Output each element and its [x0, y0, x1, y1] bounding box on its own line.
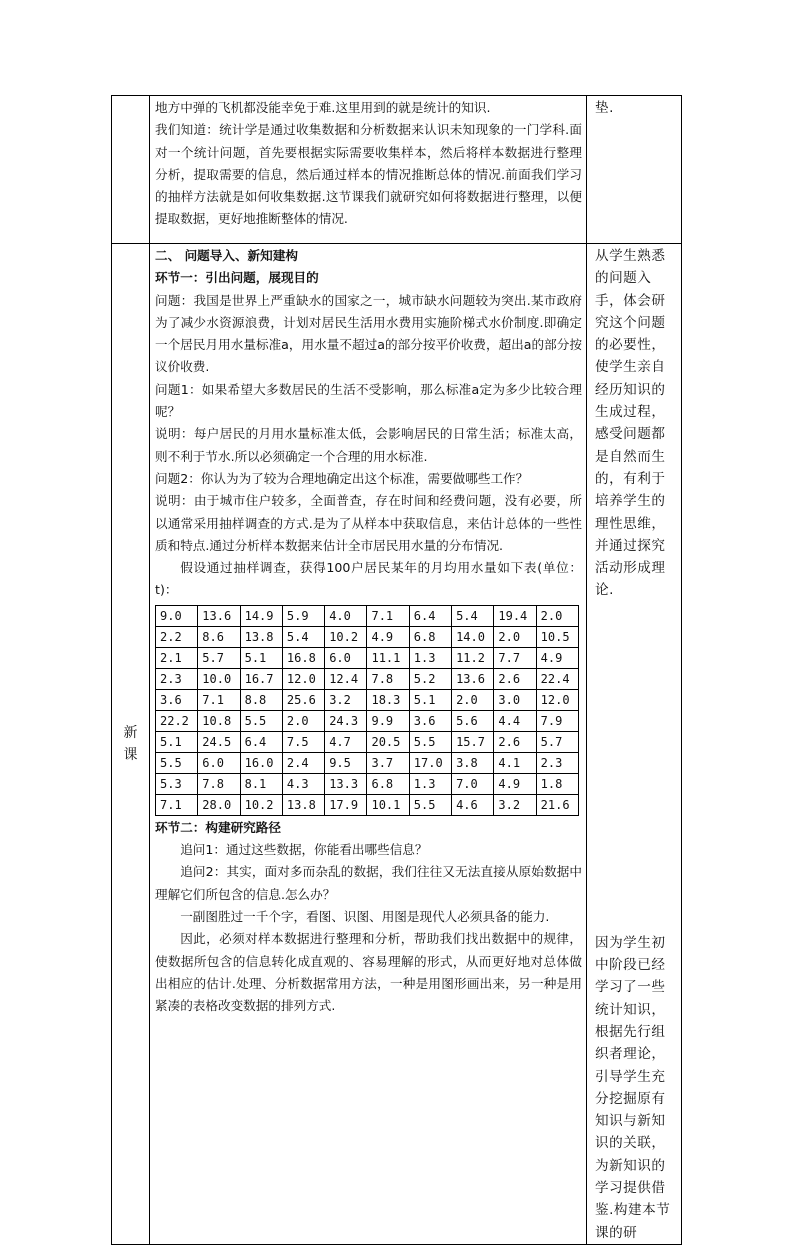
table-cell: 3.0 [494, 689, 536, 710]
table-cell: 4.4 [494, 710, 536, 731]
table-cell: 3.6 [156, 689, 198, 710]
table-cell: 4.9 [367, 626, 409, 647]
lesson-plan-table [111, 95, 682, 1245]
table-cell: 3.2 [325, 689, 367, 710]
step-title: 环节一：引出问题，展现目的 [155, 270, 319, 286]
table-cell: 17.0 [409, 752, 451, 773]
lesson-row-intro [112, 96, 682, 244]
table-cell: 9.5 [325, 752, 367, 773]
table-cell: 8.6 [198, 626, 240, 647]
table-cell: 5.5 [409, 731, 451, 752]
table-cell: 3.6 [409, 710, 451, 731]
table-cell: 13.6 [452, 668, 494, 689]
table-cell: 9.0 [156, 605, 198, 626]
table-row [156, 731, 579, 752]
table-cell: 2.3 [156, 668, 198, 689]
table-cell: 17.9 [325, 794, 367, 815]
table-cell: 5.1 [156, 731, 198, 752]
table-cell: 5.5 [240, 710, 282, 731]
table-cell: 12.4 [325, 668, 367, 689]
table-cell: 5.4 [452, 605, 494, 626]
table-cell: 4.9 [494, 773, 536, 794]
table-cell: 5.1 [240, 647, 282, 668]
table-cell: 13.8 [240, 626, 282, 647]
table-cell: 7.1 [198, 689, 240, 710]
table-cell: 24.5 [198, 731, 240, 752]
table-cell: 2.1 [156, 647, 198, 668]
table-cell: 1.8 [536, 773, 578, 794]
table-cell: 12.0 [282, 668, 324, 689]
table-cell: 10.2 [240, 794, 282, 815]
table-cell: 10.1 [367, 794, 409, 815]
table-cell: 11.1 [367, 647, 409, 668]
table-cell: 5.4 [282, 626, 324, 647]
table-cell: 24.3 [325, 710, 367, 731]
design-note: 垫. [595, 100, 614, 116]
section-label-new-lesson [112, 244, 150, 1245]
table-cell: 25.6 [282, 689, 324, 710]
table-cell: 5.5 [156, 752, 198, 773]
table-row [156, 689, 579, 710]
table-cell: 5.7 [198, 647, 240, 668]
table-cell: 14.9 [240, 605, 282, 626]
water-usage-table [155, 605, 579, 816]
table-cell: 7.8 [198, 773, 240, 794]
table-cell: 2.2 [156, 626, 198, 647]
table-cell: 10.0 [198, 668, 240, 689]
table-cell: 18.3 [367, 689, 409, 710]
table-cell: 5.6 [452, 710, 494, 731]
table-cell: 5.2 [409, 668, 451, 689]
table-cell: 2.3 [536, 752, 578, 773]
table-cell: 6.0 [198, 752, 240, 773]
table-cell: 5.7 [536, 731, 578, 752]
table-cell: 28.0 [198, 794, 240, 815]
table-cell: 10.8 [198, 710, 240, 731]
intro-paragraph: 地方中弹的飞机都没能幸免于难.这里用到的就是统计的知识. [155, 100, 491, 115]
table-cell: 2.0 [494, 626, 536, 647]
section-label-char: 课 [123, 746, 138, 763]
table-row [156, 647, 579, 668]
table-cell: 2.0 [536, 605, 578, 626]
table-cell: 19.4 [494, 605, 536, 626]
table-cell: 4.1 [494, 752, 536, 773]
new-lesson-design-note-cell [587, 244, 682, 1245]
table-cell: 6.4 [240, 731, 282, 752]
intro-paragraph: 我们知道：统计学是通过收集数据和分析数据来认识未知现象的一门学科.面对一个统计问题，首先要根据实际需要收集样本，然后将样本数据进行整理分析，提取需要的信息，然后通过样本的情况推断总体的情况.前面我们学习的抽样方法就是如何收集数据.这节课我们就研究如何将数据进行整理，以便提取数据，更好地推断整体的情况. [155, 122, 582, 227]
table-cell: 7.7 [494, 647, 536, 668]
table-row [156, 752, 579, 773]
table-row [156, 773, 579, 794]
step-title: 环节二：构建研究路径 [155, 819, 281, 835]
new-lesson-content-cell [150, 244, 587, 1245]
table-cell: 21.6 [536, 794, 578, 815]
table-cell: 6.4 [409, 605, 451, 626]
table-cell: 12.0 [536, 689, 578, 710]
table-cell: 8.1 [240, 773, 282, 794]
problem-paragraph: 问题：我国是世界上严重缺水的国家之一，城市缺水问题较为突出.某市政府为了减少水资源浪费，计划对居民生活用水费用实施阶梯式水价制度.即确定一个居民月用水量标准a，用水量不超过a的部分按平价收费，超出a的部分按议价收费. [155, 292, 582, 375]
table-row [156, 605, 579, 626]
table-cell: 7.1 [367, 605, 409, 626]
explanation-paragraph: 说明：由于城市住户较多，全面普查，存在时间和经费问题，没有必要，所以通常采用抽样调查的方式.是为了从样本中获取信息，来估计总体的一些性质和特点.通过分析样本数据来估计全市居民用水量的分布情况. [155, 493, 582, 553]
row-label-empty [112, 96, 150, 244]
question-paragraph: 问题1：如果希望大多数居民的生活不受影响，那么标准a定为多少比较合理呢？ [155, 381, 582, 420]
table-cell: 4.6 [452, 794, 494, 815]
table-cell: 4.0 [325, 605, 367, 626]
table-cell: 7.0 [452, 773, 494, 794]
table-cell: 13.8 [282, 794, 324, 815]
table-cell: 4.9 [536, 647, 578, 668]
table-cell: 3.8 [452, 752, 494, 773]
follow-up-question: 追问1：通过这些数据，你能看出哪些信息？ [180, 842, 428, 858]
table-cell: 2.6 [494, 731, 536, 752]
table-cell: 22.2 [156, 710, 198, 731]
data-intro-paragraph: 假设通过抽样调查，获得100户居民某年的月均用水量如下表(单位：t)： [155, 560, 582, 598]
table-cell: 1.3 [409, 647, 451, 668]
discussion-paragraph: 因此，必须对样本数据进行整理和分析，帮助我们找出数据中的规律，使数据所包含的信息转化成直观的、容易理解的形式，从而更好地对总体做出相应的估计.处理、分析数据常用方法，一种是用图形画出来，另一种是用紧凑的表格改变数据的排列方式. [155, 931, 582, 1014]
design-note: 因为学生初中阶段已经学习了一些统计知识，根据先行组织者理论，引导学生充分挖掘原有知识与新知识的关联，为新知识的学习提供借鉴.构建本节课的研 [595, 934, 671, 1241]
table-cell: 5.9 [282, 605, 324, 626]
section-title: 二、 问题导入、新知建构 [155, 248, 298, 263]
lesson-row-new-lesson [112, 244, 682, 1245]
table-cell: 1.3 [409, 773, 451, 794]
table-cell: 22.4 [536, 668, 578, 689]
intro-design-note-cell [587, 96, 682, 244]
table-row [156, 668, 579, 689]
table-cell: 6.8 [367, 773, 409, 794]
table-cell: 3.7 [367, 752, 409, 773]
table-cell: 16.7 [240, 668, 282, 689]
table-cell: 8.8 [240, 689, 282, 710]
table-cell: 10.2 [325, 626, 367, 647]
table-cell: 9.9 [367, 710, 409, 731]
table-row [156, 626, 579, 647]
table-cell: 2.0 [282, 710, 324, 731]
section-label-char: 新 [123, 724, 138, 741]
table-cell: 13.3 [325, 773, 367, 794]
table-cell: 10.5 [536, 626, 578, 647]
table-cell: 5.1 [409, 689, 451, 710]
table-cell: 7.9 [536, 710, 578, 731]
table-cell: 7.5 [282, 731, 324, 752]
design-note-spacer [595, 602, 678, 932]
table-cell: 3.2 [494, 794, 536, 815]
table-cell: 5.5 [409, 794, 451, 815]
table-cell: 13.6 [198, 605, 240, 626]
table-cell: 2.0 [452, 689, 494, 710]
explanation-paragraph: 说明：每户居民的月用水量标准太低，会影响居民的日常生活；标准太高，则不利于节水.所以必须确定一个合理的用水标准. [155, 426, 582, 464]
table-cell: 20.5 [367, 731, 409, 752]
table-cell: 4.3 [282, 773, 324, 794]
table-cell: 2.4 [282, 752, 324, 773]
intro-content-cell [150, 96, 587, 244]
table-row [156, 794, 579, 815]
table-cell: 14.0 [452, 626, 494, 647]
table-cell: 15.7 [452, 731, 494, 752]
table-cell: 16.0 [240, 752, 282, 773]
table-cell: 6.8 [409, 626, 451, 647]
design-note: 从学生熟悉的问题入手，体会研究这个问题的必要性，使学生亲自经历知识的生成过程，感受问题都是自然而生的，有利于培养学生的理性思维，并通过探究活动形成理论. [595, 248, 666, 599]
table-cell: 4.7 [325, 731, 367, 752]
follow-up-question: 追问2：其实，面对多而杂乱的数据，我们往往又无法直接从原始数据中理解它们所包含的信息.怎么办？ [155, 864, 582, 902]
table-cell: 2.6 [494, 668, 536, 689]
table-row [156, 710, 579, 731]
question-paragraph: 问题2：你认为为了较为合理地确定出这个标准，需要做哪些工作？ [155, 470, 529, 486]
table-cell: 6.0 [325, 647, 367, 668]
table-cell: 7.1 [156, 794, 198, 815]
table-cell: 7.8 [367, 668, 409, 689]
table-cell: 5.3 [156, 773, 198, 794]
discussion-paragraph: 一副图胜过一千个字，看图、识图、用图是现代人必须具备的能力. [180, 908, 550, 924]
table-cell: 16.8 [282, 647, 324, 668]
table-cell: 11.2 [452, 647, 494, 668]
